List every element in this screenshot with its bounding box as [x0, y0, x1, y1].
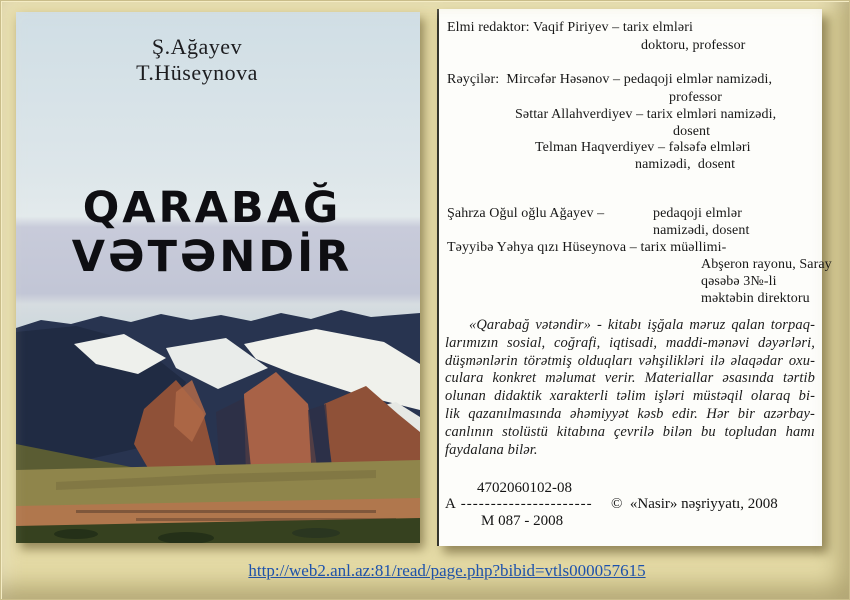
- cover-title-line1: QARABAĞ: [82, 183, 342, 233]
- reviewers-line-3: Səttar Allahverdiyev – tarix elmləri namizədi,: [515, 107, 777, 122]
- reviewers-line-1: Rəyçilər: Mircəfər Həsənov – pedaqoji elmlər namizədi,: [447, 72, 773, 87]
- annotation-line: lik qazanılmasında əhəmiyyət kəsb edir. Hər bir azərbay-: [445, 405, 815, 422]
- author1-name: Şahrza Oğul oğlu Ağayev –: [447, 206, 605, 221]
- annotation-line: larımızın sosial, coğrafi, iqtisadi, maddi-mənəvi dəyərləri,: [445, 334, 815, 351]
- source-url-link[interactable]: http://web2.anl.az:81/read/page.php?bibid=vtls000057615: [248, 561, 646, 580]
- annotation-line: olunan didaktik xarakterli təlim işləri müstəqil olaraq bi-: [445, 388, 815, 405]
- author2-title-3: məktəbin direktoru: [701, 291, 810, 306]
- author1-title-1: pedaqoji elmlər: [653, 206, 742, 221]
- catalog-numerator: 4702060102-08: [477, 480, 572, 496]
- author2-name: Təyyibə Yəhya qızı Hüseynova – tarix müəllimi-: [447, 240, 727, 255]
- cover-author-1: Ş.Ağayev: [151, 34, 243, 59]
- reviewers-line-6: namizədi, dosent: [635, 157, 736, 172]
- author1-title-2: namizədi, dosent: [653, 223, 750, 238]
- author2-title-1: Abşeron rayonu, Saray: [701, 257, 832, 272]
- book-cover: [16, 12, 420, 543]
- author2-title-2: qəsəbə 3№-li: [701, 274, 777, 289]
- cover-authors: [136, 34, 258, 86]
- cover-title-line2: VƏTƏNDİR: [71, 232, 353, 282]
- annotation-line: canlının stolüstü kitabına çevrilə bilən bu topludan hamı: [445, 423, 815, 440]
- annotation-line: «Qarabağ vətəndir» - kitabı işğala məruz qalan torpaq-: [469, 317, 815, 333]
- annotation-line: düşmənlərin törətmiş olduqları vəhşilikləri ilə əlaqədar oxu-: [445, 352, 815, 369]
- colophon-page: [437, 9, 832, 546]
- reviewers-line-4: dosent: [673, 124, 711, 139]
- cover-title: [72, 184, 352, 282]
- annotation-line: culara konkret məlumat verir. Materiallar əsasında tərtib: [445, 370, 815, 387]
- catalog-index-bar: A ----------------------: [445, 496, 593, 512]
- editor-line: Elmi redaktor: Vaqif Piriyev – tarix elmləri: [447, 20, 693, 35]
- book-annotation: [445, 317, 815, 459]
- annotation-line: faydalana bilər.: [445, 441, 538, 458]
- cover-author-2: T.Hüseynova: [136, 60, 258, 85]
- reviewers-line-2: professor: [669, 90, 722, 105]
- editor-line-cont: doktoru, professor: [641, 38, 746, 53]
- reviewers-line-5: Telman Haqverdiyev – fəlsəfə elmləri: [535, 140, 751, 155]
- copyright-notice: © «Nasir» nəşriyyatı, 2008: [611, 496, 778, 512]
- catalog-denominator: M 087 - 2008: [481, 513, 564, 529]
